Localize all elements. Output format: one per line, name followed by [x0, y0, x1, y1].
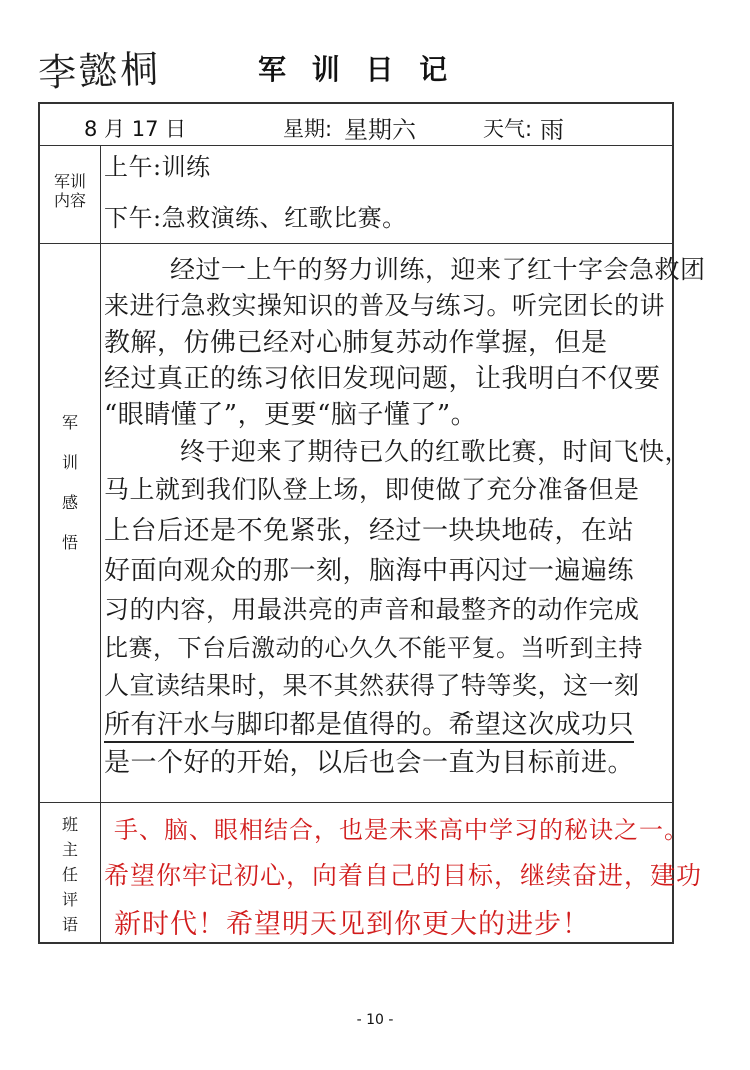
training-content-label	[40, 172, 100, 210]
teacher-comment-line: 手、脑、眼相结合，也是未来高中学习的秘诀之一。	[114, 816, 689, 844]
reflection-line: 终于迎来了期待已久的红歌比赛，时间飞快，	[180, 437, 691, 466]
teacher-label-char: 任	[61, 865, 78, 884]
reflection-label-char: 军	[61, 413, 78, 432]
reflection-line: “眼睛懂了”，更要“脑子懂了”。	[104, 400, 478, 430]
row-divider	[38, 802, 674, 803]
reflection-line: 经过一上午的努力训练，迎来了红十字会急救团	[170, 255, 706, 284]
reflection-line: 来进行急救实操知识的普及与练习。听完团长的讲	[104, 291, 666, 320]
reflection-line: 比赛，下台后激动的心久久不能平复。当听到主持	[104, 634, 643, 662]
teacher-label-char: 主	[61, 840, 78, 859]
teacher-comment-line: 新时代！希望明天见到你更大的进步！	[114, 909, 590, 940]
reflection-line: 是一个好的开始，以后也会一直为目标前进。	[104, 748, 635, 778]
reflection-line-underlined: 所有汗水与脚印都是值得的。希望这次成功只	[104, 704, 634, 743]
diary-date: 8 月 17 日	[84, 117, 187, 141]
weather-value: 雨	[540, 116, 564, 144]
reflection-label	[40, 410, 100, 570]
reflection-line: 上台后还是不免紧张，经过一块块地砖，在站	[104, 516, 635, 546]
training-label-line: 军训	[53, 172, 86, 191]
training-afternoon: 下午:急救演练、红歌比赛。	[104, 204, 407, 232]
teacher-label-char: 班	[61, 815, 78, 834]
reflection-label-char: 训	[61, 453, 78, 472]
reflection-line: 教解，仿佛已经对心肺复苏动作掌握，但是	[104, 328, 608, 358]
student-name-signature: 李懿桐	[37, 46, 162, 96]
reflection-line: 人宣读结果时，果不其然获得了特等奖，这一刻	[104, 671, 640, 700]
teacher-label-char: 语	[61, 915, 78, 934]
page-number: - 10 -	[356, 1012, 394, 1028]
weekday-value: 星期六	[344, 116, 416, 144]
reflection-label-char: 悟	[61, 533, 78, 552]
row-divider	[38, 145, 674, 146]
reflection-label-char: 感	[61, 493, 78, 512]
reflection-line: 习的内容，用最洪亮的声音和最整齐的动作完成	[104, 595, 640, 624]
teacher-comment-line: 希望你牢记初心，向着自己的目标，继续奋进，建功	[104, 861, 703, 890]
row-divider	[38, 243, 674, 244]
training-label-line: 内容	[53, 191, 86, 210]
column-divider	[100, 145, 101, 944]
teacher-label-char: 评	[61, 890, 78, 909]
page-title: 军 训 日 记	[258, 53, 456, 86]
teacher-comment-label	[40, 812, 100, 937]
reflection-line: 经过真正的练习依旧发现问题，让我明白不仅要	[104, 364, 661, 394]
training-morning: 上午:训练	[104, 153, 211, 181]
reflection-line: 马上就到我们队登上场，即使做了充分准备但是	[104, 475, 640, 504]
weather-label: 天气:	[483, 117, 533, 141]
reflection-line: 好面向观众的那一刻，脑海中再闪过一遍遍练	[104, 556, 635, 586]
weekday-label: 星期:	[283, 117, 333, 141]
